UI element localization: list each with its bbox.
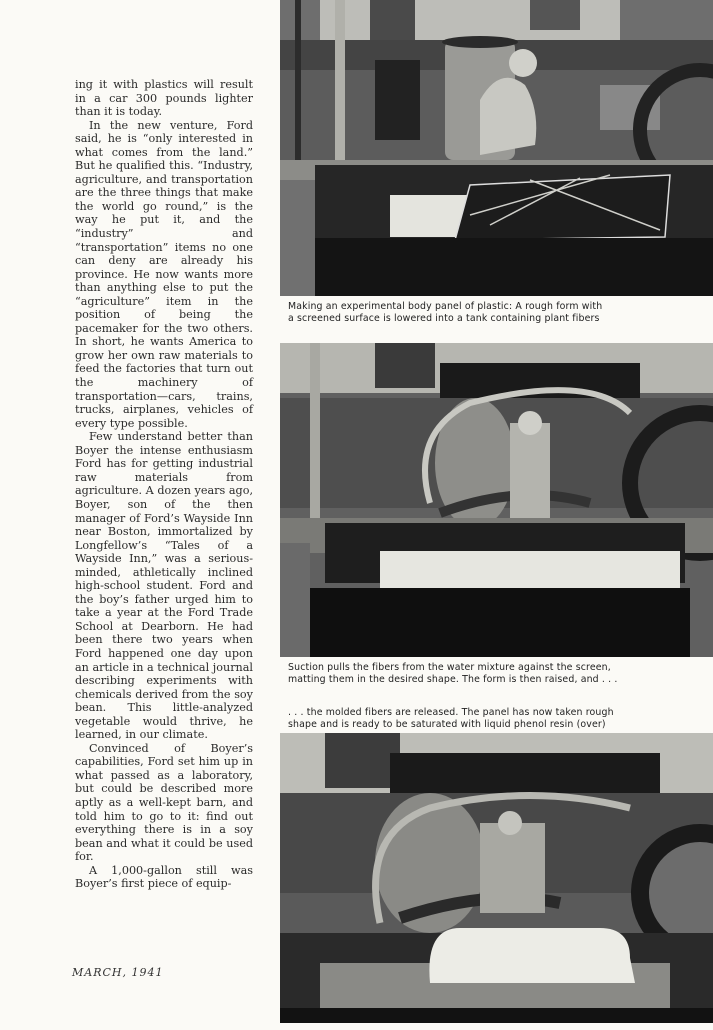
photo-illustration [280,343,713,657]
caption-line: matting them in the desired shape. The form is then raised, and . . . [288,673,618,685]
photo-caption [288,707,706,730]
article-paragraph: Convinced of Boyer’s capabilities, Ford set him up in what passed as a laboratory, but could be described more aptly as a well-kept barn, and told him to go to it: find out everything there is in a soy bean and what it could be used for. [75,741,253,864]
photo-molded-panel [280,733,713,1023]
caption-line: Making an experimental body panel of plastic: A rough form with [288,301,603,312]
caption-line: . . . the molded fibers are released. The panel has now taken rough [288,707,614,718]
article-paragraph: In the new venture, Ford said, he is “only interested in what comes from the land.” But he qualified this. “Industry, agriculture, and transportation are the three things that make the world go round,” is the way he put it, and the “industry” and “transportation” items no one can deny are already his province. He now wants more than anything else to put the “agriculture” item in the position of being the pacemaker for the two others. In short, he wants America to grow her own raw materials to feed the factories that turn out the machinery of transportation—cars, trains, trucks, airplanes, vehicles of every type possible. [75,118,253,430]
photo-illustration [280,733,713,1023]
photo-suction-fibers [280,343,713,657]
photo-illustration [280,0,713,296]
caption-line: shape and is ready to be saturated with liquid phenol resin (over) [288,718,606,730]
article-paragraph: A 1,000-gallon still was Boyer’s first piece of equip- [75,863,253,891]
article-paragraph: ing it with plastics will result in a car 300 pounds lighter than it is today. [75,78,253,119]
caption-line: a screened surface is lowered into a tank containing plant fibers [288,312,600,324]
article-paragraph: Few understand better than Boyer the intense enthusiasm Ford has for getting industrial raw materials from agriculture. A dozen years ago, Boyer, son of the then manager of Ford’s Wayside Inn near Boston, immortalized by Longfellow’s “Tales of a Wayside Inn,” was a serious-minded, athletically inclined high-school student. Ford and the boy’s father urged him to take a year at the Ford Trade School at Dearborn. He had been there two years when Ford happened one day upon an article in a technical journal describing experiments with chemicals derived from the soy bean. This little-analyzed vegetable would thrive, he learned, in our climate. [75,430,253,742]
photo-caption [288,301,706,324]
caption-line: Suction pulls the fibers from the water mixture against the screen, [288,662,611,673]
issue-date-footer: MARCH, 1941 [72,966,164,979]
photo-body-panel-form [280,0,713,296]
article-column [75,78,253,891]
photo-caption [288,662,706,685]
